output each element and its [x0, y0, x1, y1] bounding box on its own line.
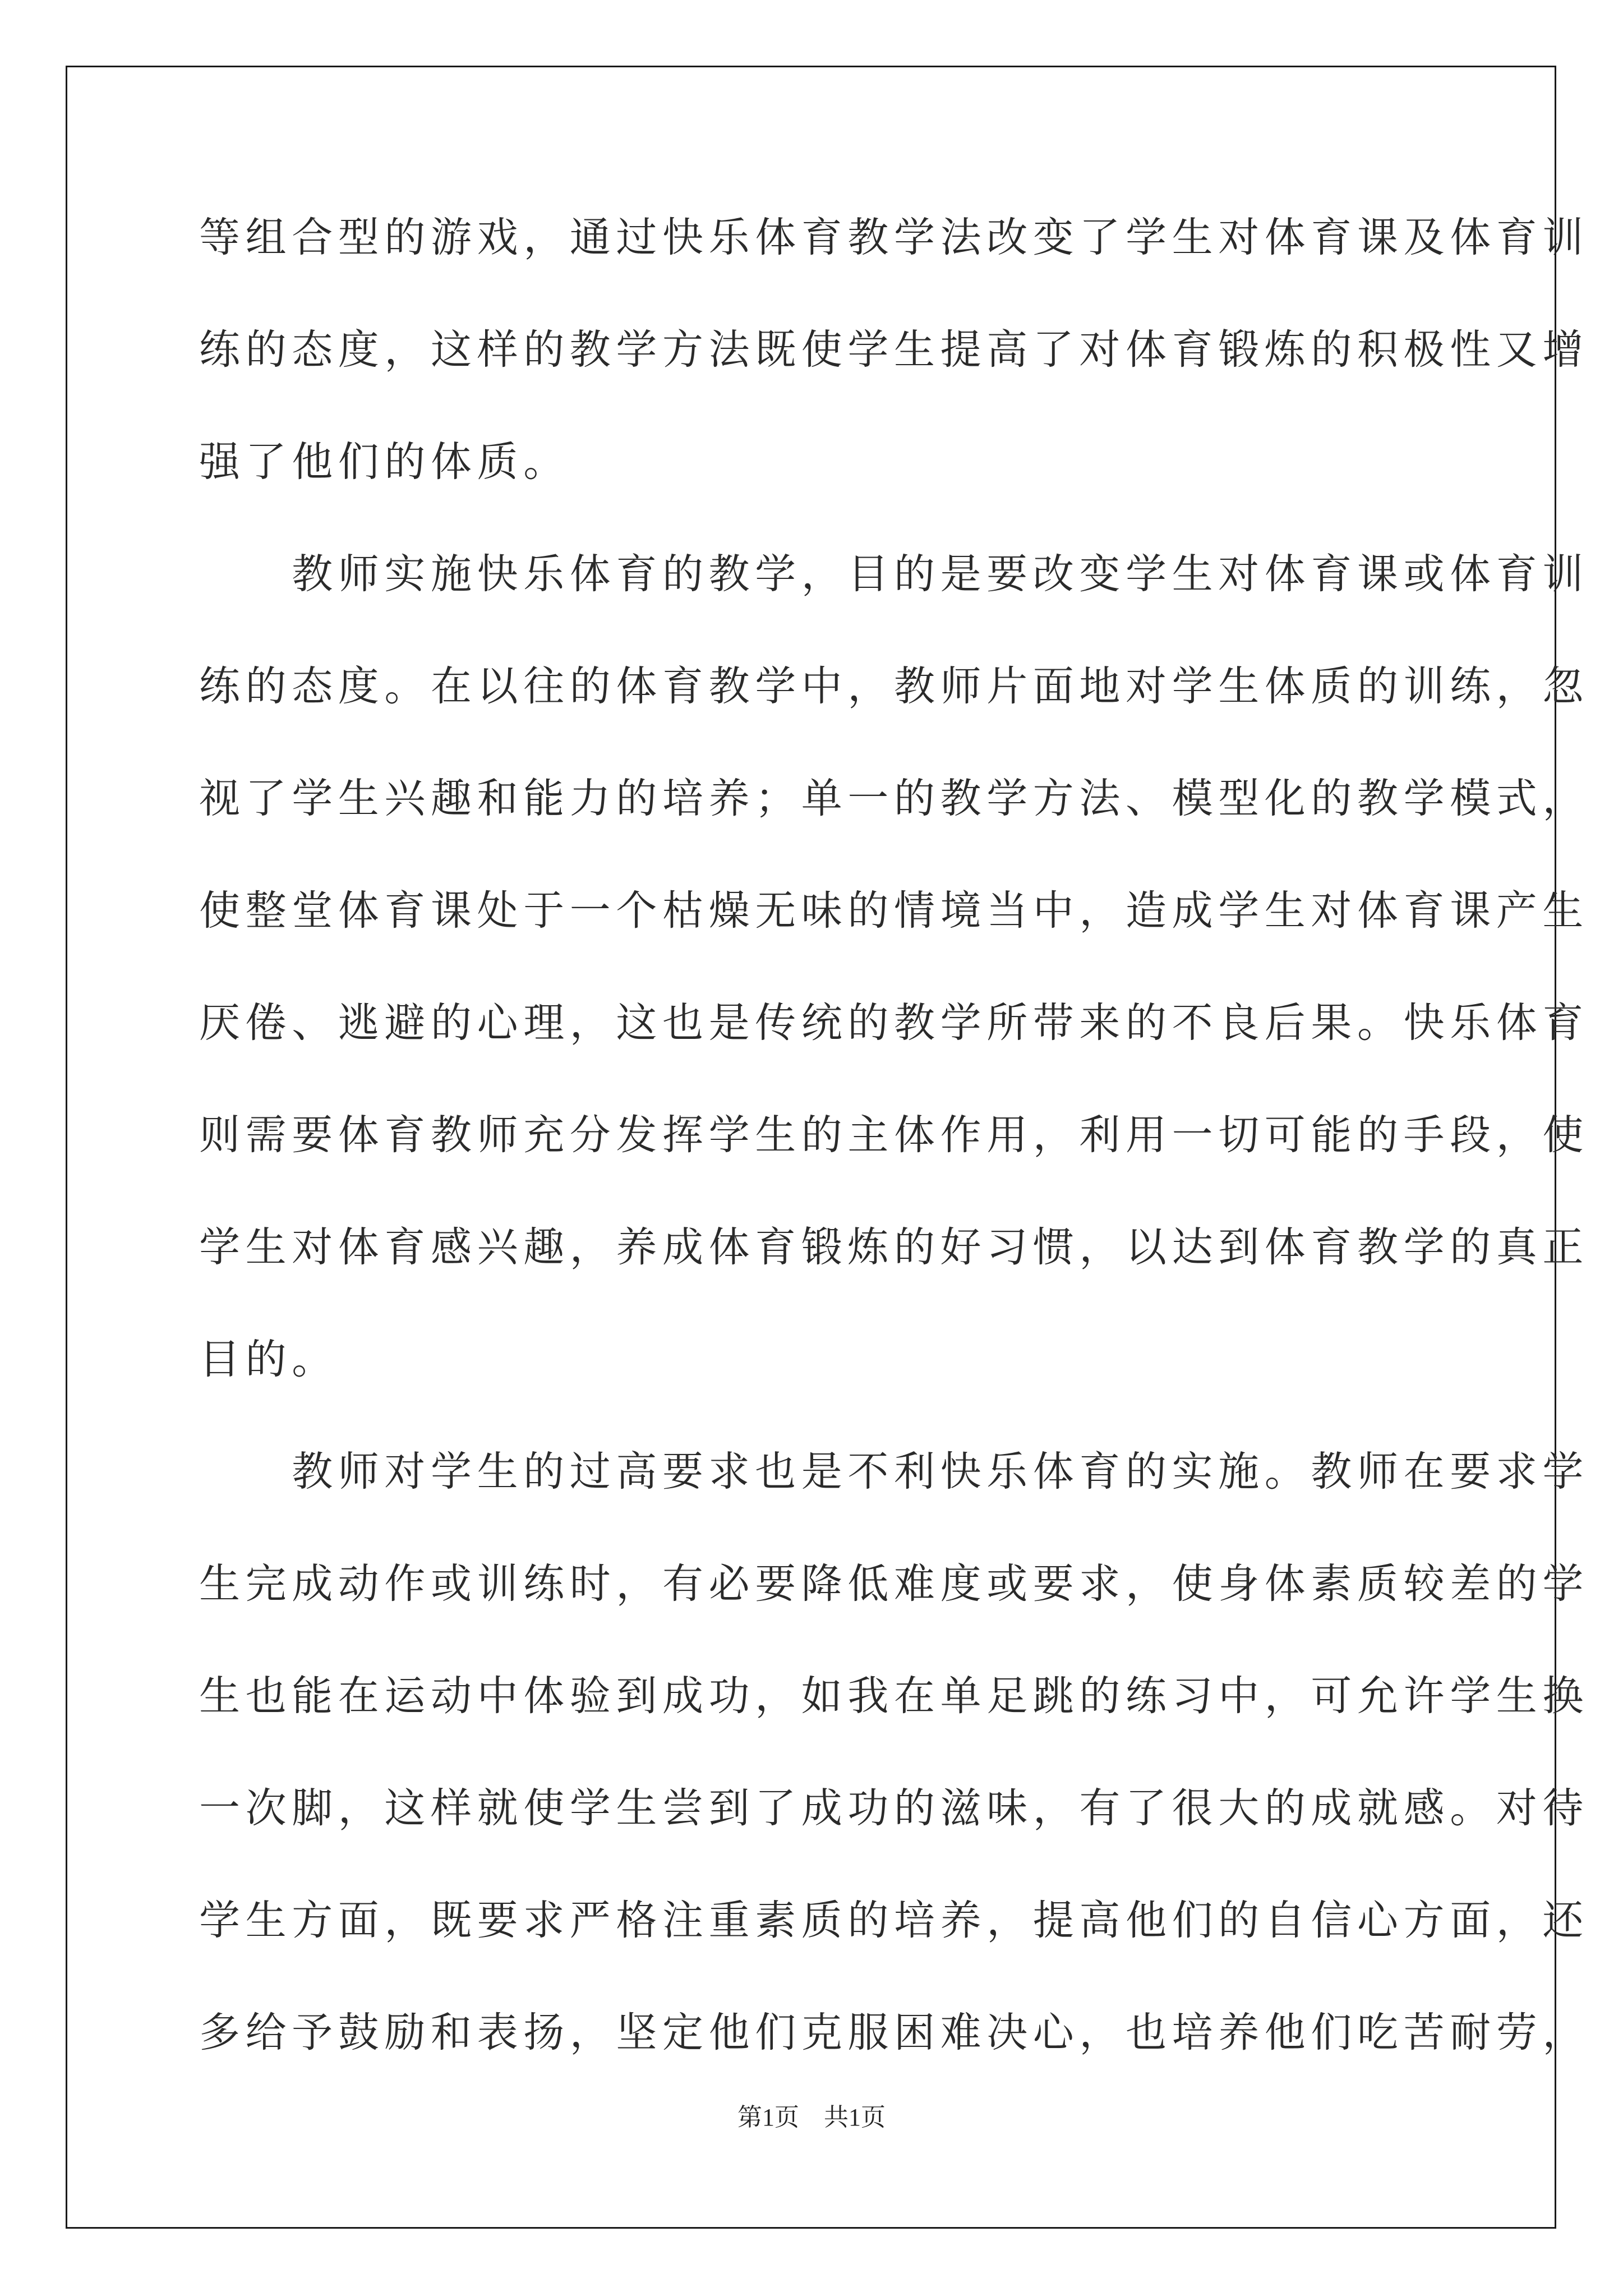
text-line: 学生对体育感兴趣，养成体育锻炼的好习惯，以达到体育教学的真正 — [199, 1223, 1589, 1271]
text-line: 生完成动作或训练时，有必要降低难度或要求，使身体素质较差的学 — [199, 1560, 1589, 1608]
text-line: 一次脚，这样就使学生尝到了成功的滋味，有了很大的成就感。对待 — [199, 1784, 1589, 1832]
text-line: 使整堂体育课处于一个枯燥无味的情境当中，造成学生对体育课产生 — [199, 887, 1589, 935]
text-line: 强了他们的体质。 — [199, 438, 570, 486]
text-line: 则需要体育教师充分发挥学生的主体作用，利用一切可能的手段，使 — [199, 1111, 1589, 1159]
text-line: 教师实施快乐体育的教学，目的是要改变学生对体育课或体育训 — [292, 550, 1589, 598]
text-line: 目的。 — [199, 1336, 338, 1383]
text-line: 厌倦、逃避的心理，这也是传统的教学所带来的不良后果。快乐体育 — [199, 999, 1589, 1047]
text-line: 练的态度，这样的教学方法既使学生提高了对体育锻炼的积极性又增 — [199, 326, 1589, 374]
page-footer: 第1页 共1页 — [737, 2104, 886, 2131]
text-line: 视了学生兴趣和能力的培养；单一的教学方法、模型化的教学模式， — [199, 775, 1589, 822]
text-line: 练的态度。在以往的体育教学中，教师片面地对学生体质的训练，忽 — [199, 662, 1589, 710]
text-line: 多给予鼓励和表扬，坚定他们克服困难决心，也培养他们吃苦耐劳， — [199, 2009, 1589, 2056]
text-line: 教师对学生的过高要求也是不利快乐体育的实施。教师在要求学 — [292, 1448, 1589, 1496]
text-line: 生也能在运动中体验到成功，如我在单足跳的练习中，可允许学生换 — [199, 1672, 1589, 1720]
text-line: 等组合型的游戏，通过快乐体育教学法改变了学生对体育课及体育训 — [199, 214, 1589, 261]
text-line: 学生方面，既要求严格注重素质的培养，提高他们的自信心方面，还 — [199, 1897, 1589, 1944]
